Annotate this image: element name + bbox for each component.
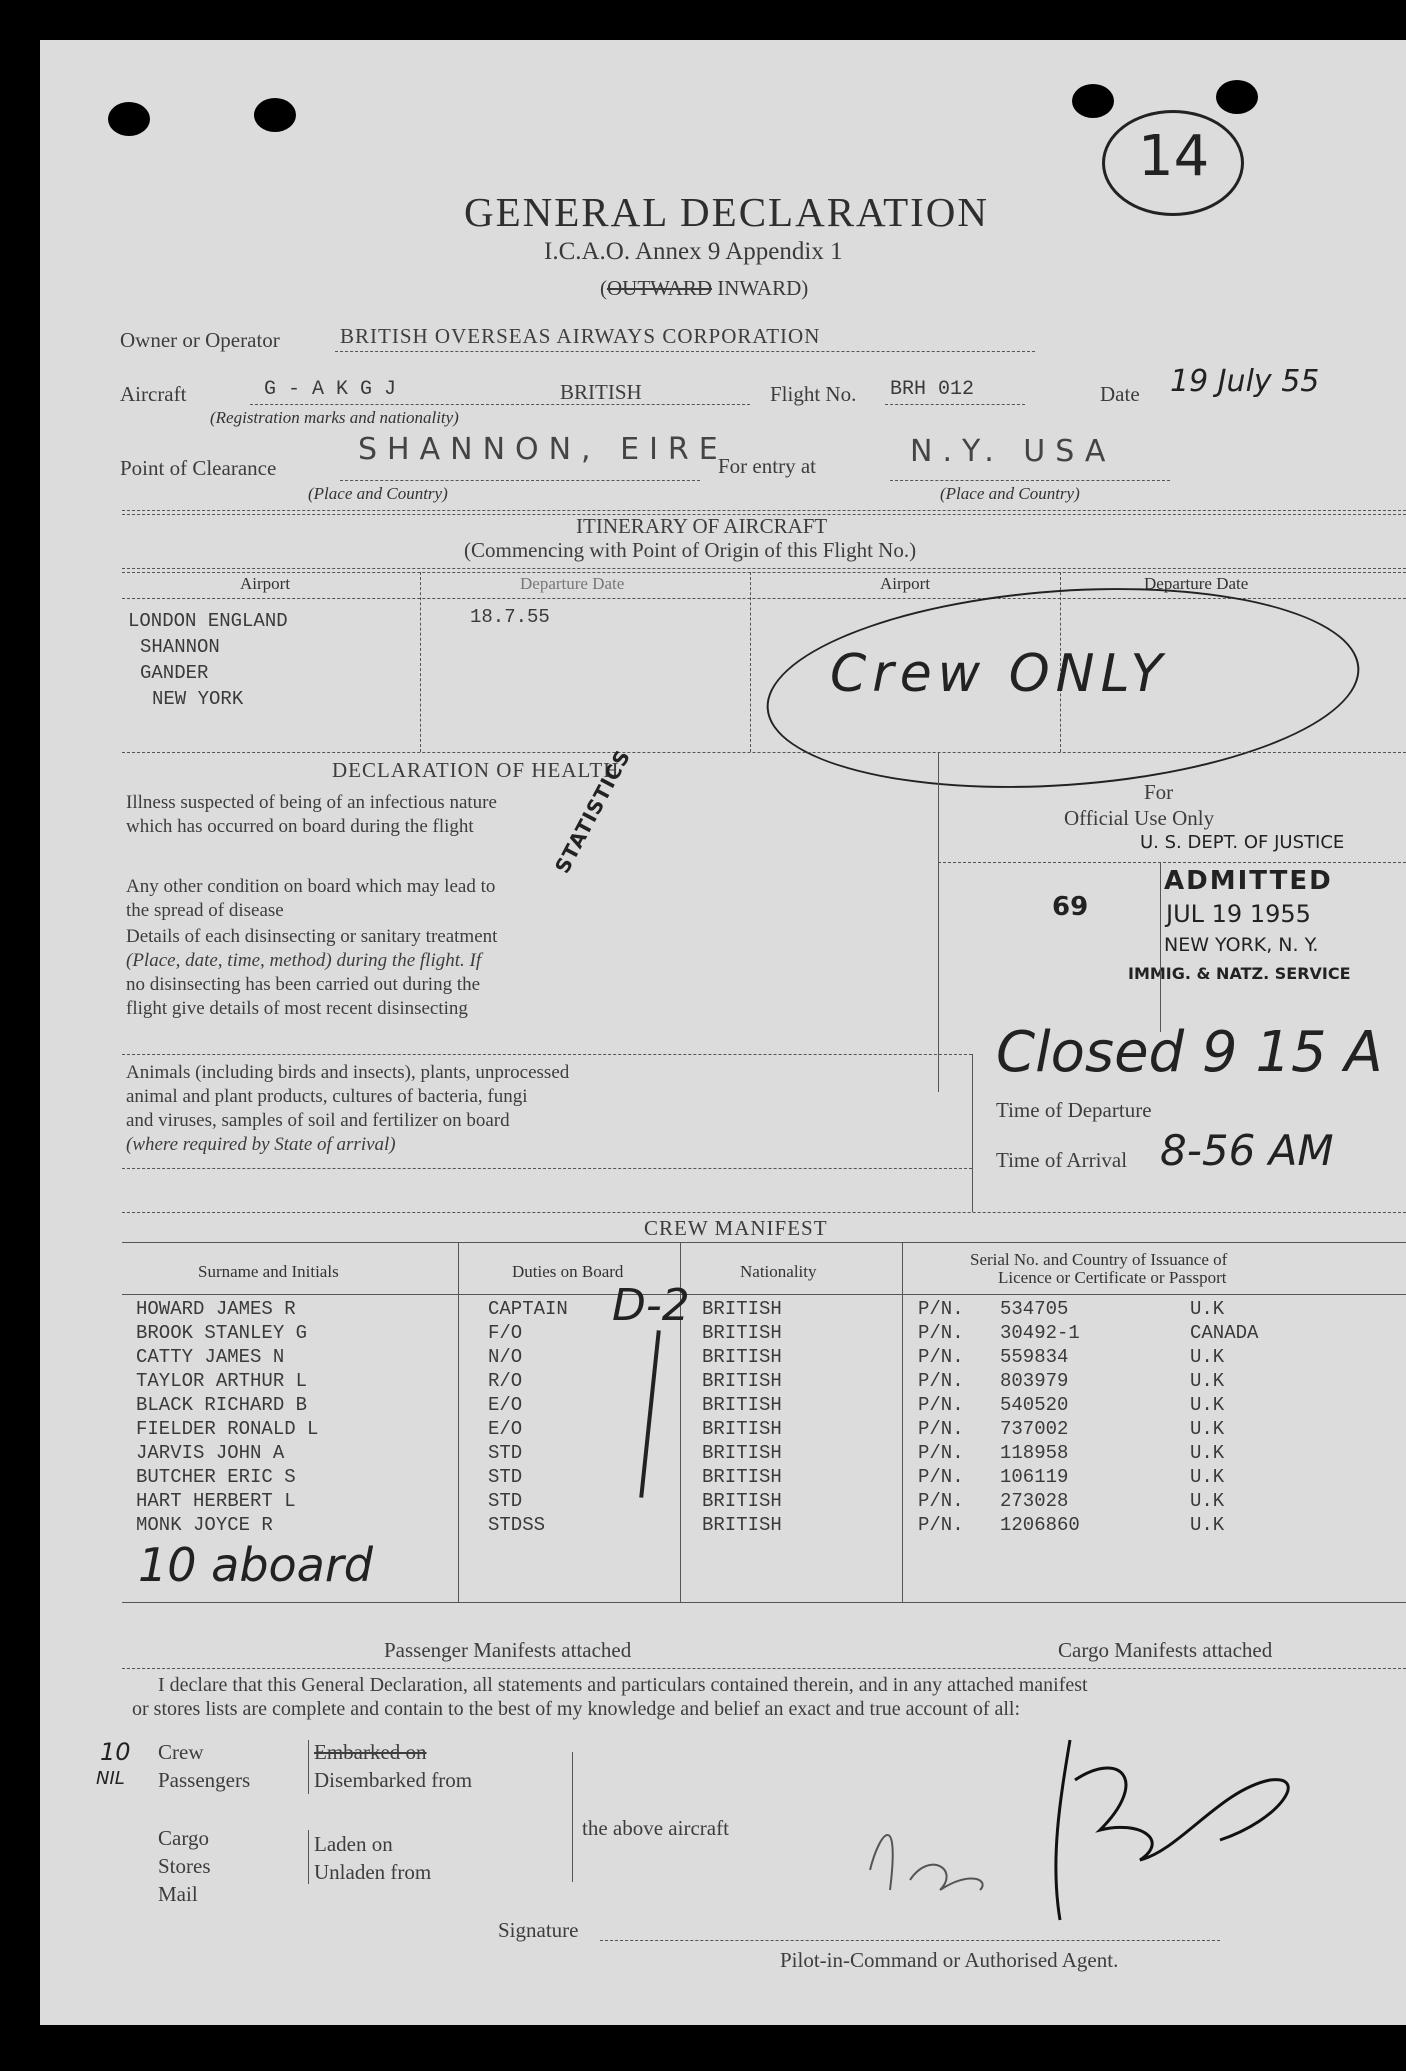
stamp-dept: U. S. DEPT. OF JUSTICE [1140,832,1345,853]
crew-country: U.K [1190,1394,1225,1416]
punch-hole-right-2 [1216,80,1258,114]
crew-nationality: BRITISH [702,1466,782,1488]
pilot-label: Pilot-in-Command or Authorised Agent. [780,1948,1119,1972]
itinerary-title: ITINERARY OF AIRCRAFT [576,514,828,538]
crew-pn: P/N. [918,1346,964,1368]
decl-crew: Crew [158,1740,204,1764]
arrival-time-value: 8-56 AM [1160,1126,1334,1175]
aircraft-nationality: BRITISH [560,380,642,404]
crew-surname: HOWARD JAMES R [136,1298,296,1320]
entry-caption: (Place and Country) [940,484,1080,503]
operator-value: BRITISH OVERSEAS AIRWAYS CORPORATION [340,324,821,348]
crew-nationality: BRITISH [702,1346,782,1368]
stamp-admitted: ADMITTED [1164,866,1333,896]
crew-duty: STD [488,1466,523,1488]
crew-duty: E/O [488,1394,523,1416]
flight-label: Flight No. [770,382,857,406]
crew-duty: F/O [488,1322,523,1344]
operator-label: Owner or Operator [120,328,280,352]
declaration-line1: I declare that this General Declaration, all statements and particulars contained therein, and in any attached manifest [158,1674,1088,1696]
crew-duty: STD [488,1490,523,1512]
decl-unladen: Unladen from [314,1860,432,1884]
crew-pn: P/N. [918,1322,964,1344]
form-title: GENERAL DECLARATION [464,189,990,235]
aircraft-registration: G - A K G J [264,378,397,401]
crew-pn: P/N. [918,1298,964,1320]
crew-nationality: BRITISH [702,1442,782,1464]
cargo-manifests: Cargo Manifests attached [1058,1638,1273,1662]
crew-surname: CATTY JAMES N [136,1346,285,1368]
crew-pn: P/N. [918,1394,964,1416]
crew-nationality: BRITISH [702,1298,782,1320]
declaration-line2: or stores lists are complete and contain to the best of my knowledge and belief an exact and true account of all: [132,1698,1021,1720]
crew-duty: CAPTAIN [488,1298,568,1320]
crew-serial: 737002 [1000,1418,1069,1440]
itinerary-col-airport: Airport [240,574,291,593]
clearance-caption: (Place and Country) [308,484,448,503]
crew-pn: P/N. [918,1442,964,1464]
clearance-label: Point of Clearance [120,456,277,480]
signature-mark [840,1720,1340,1940]
crew-col-duties: Duties on Board [512,1262,624,1281]
crew-manifest-title: CREW MANIFEST [644,1216,828,1240]
crew-surname: FIELDER RONALD L [136,1418,319,1440]
itinerary-airport-4: NEW YORK [152,688,244,710]
animals-line4: (where required by State of arrival) [126,1134,396,1155]
crew-pn: P/N. [918,1370,964,1392]
crew-nationality: BRITISH [702,1322,782,1344]
punch-hole-left-2 [254,98,296,132]
crew-country: U.K [1190,1346,1225,1368]
crew-surname: JARVIS JOHN A [136,1442,285,1464]
departure-time-label: Time of Departure [996,1098,1152,1122]
stamp-date: JUL 19 1955 [1166,900,1311,928]
crew-pn: P/N. [918,1418,964,1440]
crew-serial: 273028 [1000,1490,1069,1512]
crew-country: CANADA [1190,1322,1259,1344]
passenger-count: NIL [96,1768,125,1789]
crew-annotation: D-2 [612,1280,690,1331]
manifest-handwriting: 10 aboard [138,1538,373,1592]
crew-annotation-stroke [639,1330,661,1497]
crew-pn: P/N. [918,1490,964,1512]
form-subtitle: I.C.A.O. Annex 9 Appendix 1 [544,238,843,265]
passenger-manifests: Passenger Manifests attached [384,1638,632,1662]
decl-stores: Stores [158,1854,211,1878]
crew-col-serial-2: Licence or Certificate or Passport [998,1268,1227,1287]
health-q3-line1: Details of each disinsecting or sanitary treatment [126,926,498,947]
signature-label: Signature [498,1918,579,1942]
direction-line: (OUTWARD INWARD) [600,276,809,300]
declaration-form [40,40,1406,2025]
health-q3-line4: flight give details of most recent disinsecting [126,998,468,1019]
decl-passengers: Passengers [158,1768,251,1792]
crew-nationality: BRITISH [702,1418,782,1440]
crew-surname: TAYLOR ARTHUR L [136,1370,308,1392]
arrival-time-label: Time of Arrival [996,1148,1128,1172]
crew-col-serial-1: Serial No. and Country of Issuance of [970,1250,1228,1269]
crew-col-nationality: Nationality [740,1262,817,1281]
health-title: DECLARATION OF HEALTH [332,758,620,782]
itinerary-col-departure-2: Departure Date [1144,574,1249,593]
crew-surname: MONK JOYCE R [136,1514,273,1536]
crew-duty: STD [488,1442,523,1464]
stamp-number: 69 [1052,892,1089,922]
crew-nationality: BRITISH [702,1514,782,1536]
crew-nationality: BRITISH [702,1394,782,1416]
crew-surname: BROOK STANLEY G [136,1322,308,1344]
itinerary-subtitle: (Commencing with Point of Origin of this Flight No.) [464,538,917,562]
crew-country: U.K [1190,1466,1225,1488]
crew-country: U.K [1190,1442,1225,1464]
decl-mail: Mail [158,1882,198,1906]
crew-country: U.K [1190,1490,1225,1512]
registration-caption: (Registration marks and nationality) [210,408,459,427]
official-for: For [1144,780,1174,804]
decl-laden: Laden on [314,1832,393,1856]
crew-surname: HART HERBERT L [136,1490,296,1512]
itinerary-departure-date: 18.7.55 [470,606,550,628]
crew-serial: 540520 [1000,1394,1069,1416]
decl-disembarked: Disembarked from [314,1768,473,1792]
crew-duty: N/O [488,1346,523,1368]
crew-only-note: Crew ONLY [830,644,1169,704]
health-q3-line2: (Place, date, time, method) during the flight. If [126,950,482,971]
crew-nationality: BRITISH [702,1370,782,1392]
date-value: 19 July 55 [1170,364,1320,399]
crew-country: U.K [1190,1298,1225,1320]
entry-label: For entry at [718,454,816,478]
decl-embarked: Embarked on [314,1740,427,1764]
stamp-place: NEW YORK, N. Y. [1164,934,1319,956]
date-label: Date [1100,382,1140,406]
flight-value: BRH 012 [890,378,975,401]
crew-country: U.K [1190,1418,1225,1440]
stamp-service: IMMIG. & NATZ. SERVICE [1128,964,1351,983]
statistics-stamp: STATISTICS [550,745,636,878]
official-use: Official Use Only [1064,806,1215,830]
direction-inward: INWARD [717,276,802,300]
punch-hole-right-1 [1072,84,1114,118]
decl-above-aircraft: the above aircraft [582,1816,729,1840]
crew-serial: 534705 [1000,1298,1069,1320]
health-q2-line2: the spread of disease [126,900,284,921]
closed-note: Closed 9 15 A [996,1020,1383,1085]
crew-count: 10 [100,1738,131,1766]
crew-nationality: BRITISH [702,1490,782,1512]
direction-struck: OUTWARD [607,276,712,300]
itinerary-airport-1: LONDON ENGLAND [128,610,288,632]
decl-cargo: Cargo [158,1826,209,1850]
clearance-value: SHANNON, EIRE [358,432,728,467]
animals-line3: and viruses, samples of soil and fertilizer on board [126,1110,510,1131]
health-q2-line1: Any other condition on board which may lead to [126,876,496,897]
itinerary-airport-3: GANDER [140,662,209,684]
crew-serial: 1206860 [1000,1514,1080,1536]
health-q1-line1: Illness suspected of being of an infectious nature [126,792,497,813]
aircraft-label: Aircraft [120,382,187,406]
entry-value: N.Y. USA [910,434,1116,469]
crew-serial: 118958 [1000,1442,1069,1464]
health-q3-line3: no disinsecting has been carried out during the [126,974,481,995]
punch-hole-left-1 [108,102,150,136]
crew-col-surname: Surname and Initials [198,1262,339,1281]
crew-surname: BLACK RICHARD B [136,1394,308,1416]
crew-duty: R/O [488,1370,523,1392]
crew-serial: 106119 [1000,1466,1069,1488]
crew-serial: 30492-1 [1000,1322,1080,1344]
crew-pn: P/N. [918,1466,964,1488]
crew-serial: 559834 [1000,1346,1069,1368]
animals-line2: animal and plant products, cultures of bacteria, fungi [126,1086,528,1107]
itinerary-airport-2: SHANNON [140,636,220,658]
crew-pn: P/N. [918,1514,964,1536]
crew-duty: E/O [488,1418,523,1440]
itinerary-col-airport-2: Airport [880,574,931,593]
crew-duty: STDSS [488,1514,546,1536]
crew-serial: 803979 [1000,1370,1069,1392]
crew-surname: BUTCHER ERIC S [136,1466,296,1488]
crew-country: U.K [1190,1514,1225,1536]
page-number: 14 [1138,124,1210,189]
health-q1-line2: which has occurred on board during the flight [126,816,474,837]
itinerary-col-departure: Departure Date [520,574,625,593]
crew-country: U.K [1190,1370,1225,1392]
animals-line1: Animals (including birds and insects), plants, unprocessed [126,1062,570,1083]
